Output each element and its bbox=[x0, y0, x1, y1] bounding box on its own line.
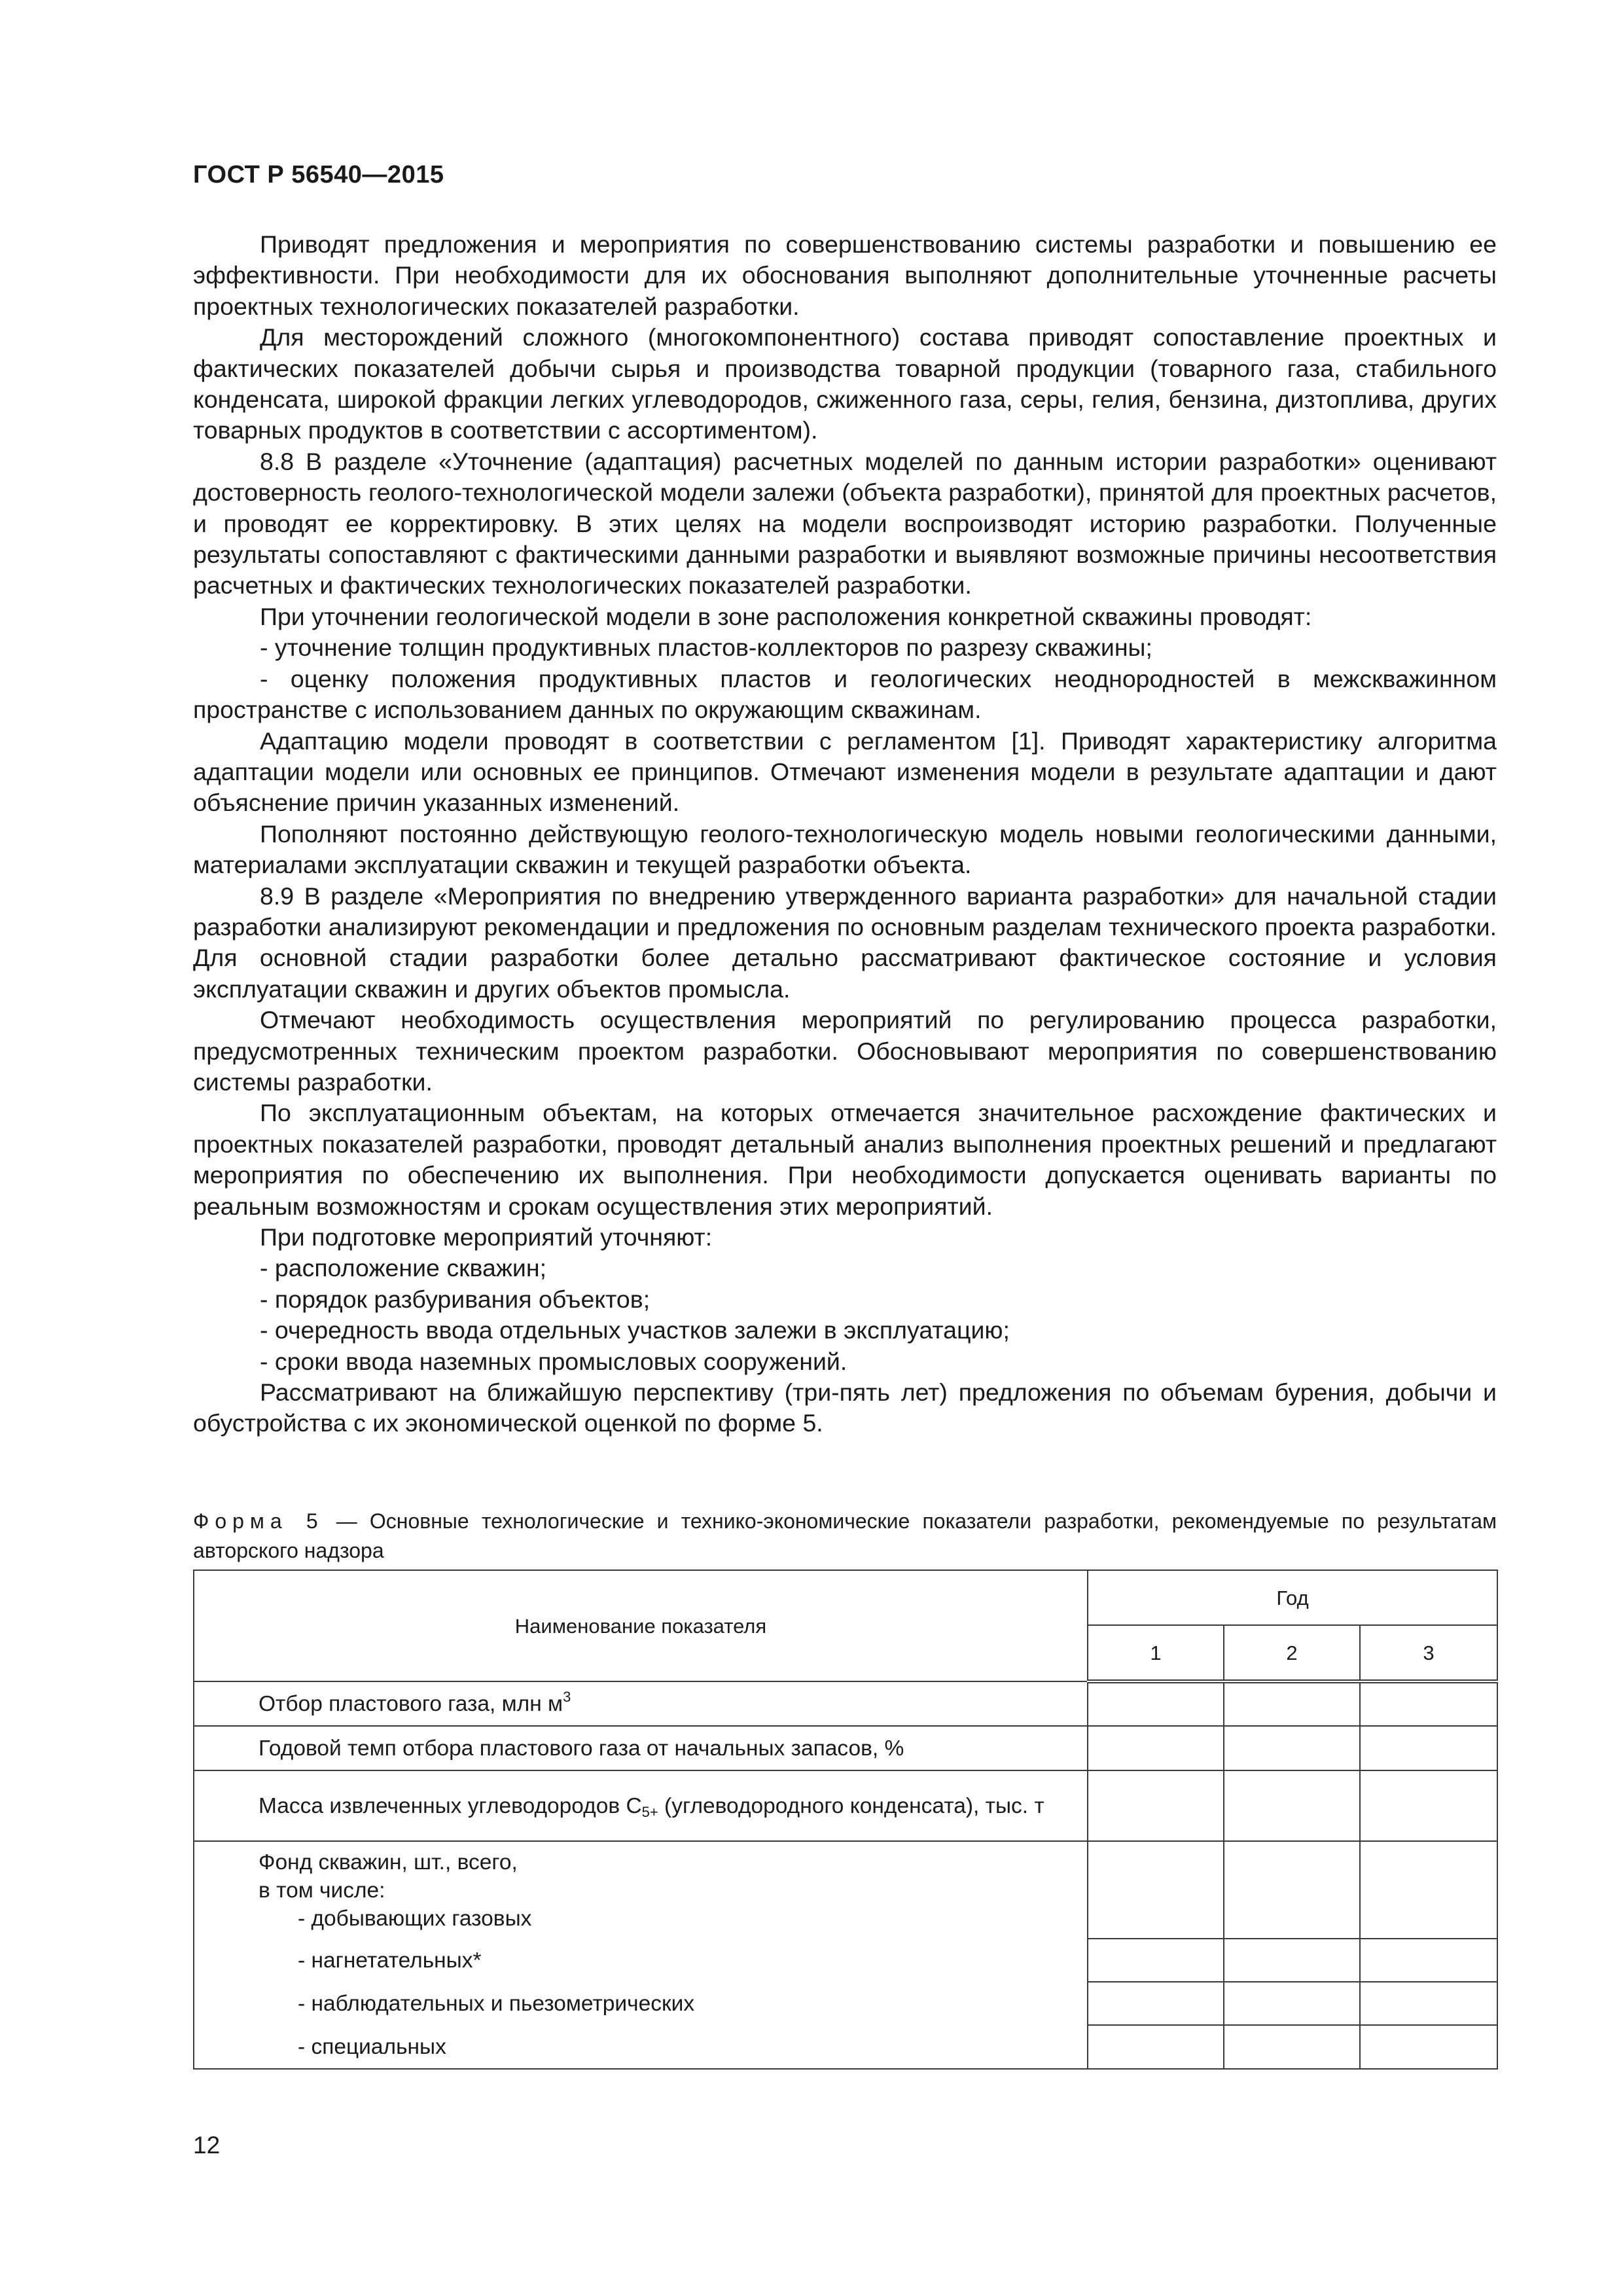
value-cell bbox=[1224, 1841, 1360, 1939]
value-cell bbox=[1088, 1726, 1224, 1770]
form-caption bbox=[193, 1507, 1497, 1566]
paragraph: При уточнении геологической модели в зоне расположения конкретной скважины проводят: bbox=[260, 602, 1312, 630]
table-row bbox=[194, 1770, 1497, 1841]
year-column-header: 3 bbox=[1360, 1625, 1497, 1681]
form-5-table bbox=[193, 1570, 1498, 2070]
table-row bbox=[194, 1939, 1497, 1982]
value-cell bbox=[1360, 2025, 1497, 2069]
indicator-cell: Отбор пластового газа, млн $м^3$ bbox=[194, 1681, 1088, 1726]
table-row bbox=[194, 2025, 1497, 2069]
paragraph: Пополняют постоянно действующую геолого-технологическую модель новыми геологическими данными, материалами эксплуатации скважин и текущей разработки объекта. bbox=[193, 819, 1497, 879]
list-item: - порядок разбуривания объектов; bbox=[260, 1285, 651, 1313]
value-cell bbox=[1224, 1939, 1360, 1982]
table-row bbox=[194, 1841, 1497, 1939]
list-item: - уточнение толщин продуктивных пластов-коллекторов по разрезу скважины; bbox=[260, 634, 1152, 662]
value-cell bbox=[1088, 1939, 1224, 1982]
form-label: Форма 5 bbox=[193, 1509, 324, 1533]
indicator-cell: - нагнетательных* bbox=[194, 1939, 1088, 1982]
list-item: - расположение скважин; bbox=[260, 1254, 546, 1282]
indicator-cell: - наблюдательных и пьезометрических bbox=[194, 1982, 1088, 2025]
value-cell bbox=[1088, 2025, 1224, 2069]
indicator-cell: - специальных bbox=[194, 2025, 1088, 2069]
year-column-header: 1 bbox=[1088, 1625, 1224, 1681]
value-cell bbox=[1224, 1982, 1360, 2025]
indicator-cell: Масса извлеченных углеводородов $С_{5+}$ (углеводородного конденсата), тыс. т bbox=[194, 1770, 1088, 1841]
year-header: Год bbox=[1088, 1570, 1497, 1625]
list-item: - очередность ввода отдельных участков залежи в эксплуатацию; bbox=[260, 1316, 1010, 1344]
value-cell bbox=[1224, 1770, 1360, 1841]
value-cell bbox=[1088, 1770, 1224, 1841]
page-number: 12 bbox=[193, 2132, 221, 2159]
value-cell bbox=[1224, 2025, 1360, 2069]
list-item: - оценку положения продуктивных пластов и геологических неоднородностей в межскважинном пространстве с использованием данных по окружающим скважинам. bbox=[193, 664, 1497, 724]
value-cell bbox=[1224, 1726, 1360, 1770]
value-cell bbox=[1360, 1982, 1497, 2025]
form-caption-text: — Основные технологические и технико-экономические показатели разработки, рекомендуемые по результатам авторского надзора bbox=[193, 1509, 1497, 1562]
value-cell bbox=[1088, 1982, 1224, 2025]
paragraph-section-8-9: 8.9 В разделе «Мероприятия по внедрению утвержденного варианта разработки» для начальной стадии разработки анализируют рекомендации и предложения по основным разделам технического проекта разработки. Для основной стадии разработки более детально рассматривают фактическое состояние и условия эксплуатации скважин и других объектов промысла. bbox=[193, 882, 1497, 1003]
body-text bbox=[193, 229, 1497, 1439]
paragraph: Рассматривают на ближайшую перспективу (три-пять лет) предложения по объемам бурения, добычи и обустройства с их экономической оценкой по форме 5. bbox=[193, 1378, 1497, 1437]
value-cell bbox=[1088, 1681, 1224, 1726]
table-row bbox=[194, 1726, 1497, 1770]
paragraph-section-8-8: 8.8 В разделе «Уточнение (адаптация) расчетных моделей по данным истории разработки» оценивают достоверность геолого-технологической модели залежи (объекта разработки), принятой для проектных расчетов, и проводят ее корректировку. В этих целях на модели воспроизводят историю разработки. Полученные результаты сопоставляют с фактическими данными разработки и выявляют возможные причины несоответствия расчетных и фактических технологических показателей разработки. bbox=[193, 447, 1497, 600]
year-column-header: 2 bbox=[1224, 1625, 1360, 1681]
value-cell bbox=[1360, 1681, 1497, 1726]
paragraph: Для месторождений сложного (многокомпонентного) состава приводят сопоставление проектных и фактических показателей добычи сырья и производства товарной продукции (товарного газа, стабильного конденсата, широкой фракции легких углеводородов, сжиженного газа, серы, гелия, бензина, дизтоплива, других товарных продуктов в соответствии с ассортиментом). bbox=[193, 323, 1497, 444]
value-cell bbox=[1360, 1841, 1497, 1939]
table-row bbox=[194, 1982, 1497, 2025]
value-cell bbox=[1360, 1939, 1497, 1982]
indicator-cell: Годовой темп отбора пластового газа от начальных запасов, % bbox=[194, 1726, 1088, 1770]
value-cell bbox=[1088, 1841, 1224, 1939]
list-item: - сроки ввода наземных промысловых сооружений. bbox=[260, 1347, 847, 1375]
paragraph: При подготовке мероприятий уточняют: bbox=[260, 1223, 713, 1251]
paragraph: Приводят предложения и мероприятия по совершенствованию системы разработки и повышению ее эффективности. При необходимости для их обоснования выполняют дополнительные уточненные расчеты проектных технологических показателей разработки. bbox=[193, 230, 1497, 320]
indicator-cell: Фонд скважин, шт., всего, в том числе: - добывающих газовых bbox=[194, 1841, 1088, 1939]
paragraph: Адаптацию модели проводят в соответствии с регламентом [1]. Приводят характеристику алгоритма адаптации модели или основных ее принципов. Отмечают изменения модели в результате адаптации и дают объяснение причин указанных изменений. bbox=[193, 726, 1497, 817]
standard-code-header: ГОСТ Р 56540—2015 bbox=[193, 161, 444, 188]
paragraph: Отмечают необходимость осуществления мероприятий по регулированию процесса разработки, предусмотренных техническим проектом разработки. Обосновывают мероприятия по совершенствованию системы разработки. bbox=[193, 1006, 1497, 1096]
value-cell bbox=[1360, 1770, 1497, 1841]
indicator-name-header: Наименование показателя bbox=[194, 1570, 1088, 1681]
paragraph: По эксплуатационным объектам, на которых отмечается значительное расхождение фактических и проектных показателей разработки, проводят детальный анализ выполнения проектных решений и предлагают мероприятия по обеспечению их выполнения. При необходимости допускается оценивать варианты по реальным возможностям и срокам осуществления этих мероприятий. bbox=[193, 1099, 1497, 1220]
value-cell bbox=[1224, 1681, 1360, 1726]
value-cell bbox=[1360, 1726, 1497, 1770]
table-row bbox=[194, 1681, 1497, 1726]
